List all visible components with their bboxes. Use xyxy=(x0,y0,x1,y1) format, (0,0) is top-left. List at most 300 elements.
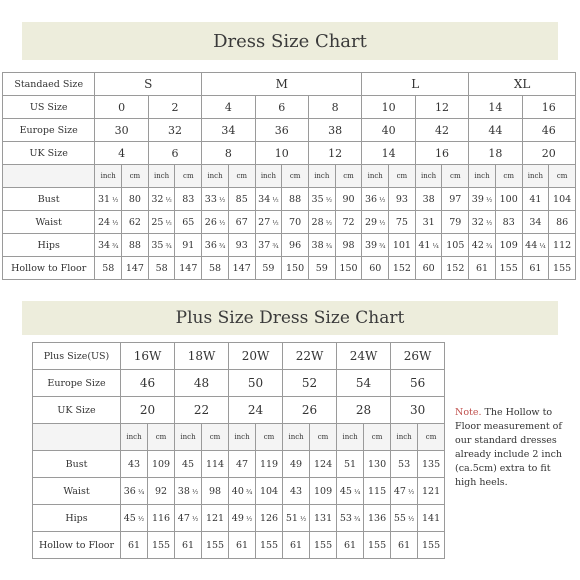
measurement-cell xyxy=(495,211,522,234)
measurement-cell xyxy=(391,505,418,532)
measurement-cell xyxy=(418,451,445,478)
measurement-fraction: ½ xyxy=(483,218,493,227)
size-value: 0 xyxy=(95,96,148,119)
measurement-fraction: ¾ xyxy=(243,487,253,496)
measurement-value: 83 xyxy=(182,193,195,205)
measurement-fraction: ½ xyxy=(216,195,226,204)
measurement-value: 155 xyxy=(368,539,387,551)
measurement-value: 109 xyxy=(499,239,518,251)
size-value: 52 xyxy=(283,370,337,397)
unit-cm: cm xyxy=(175,165,202,188)
measurement-cell xyxy=(202,505,229,532)
measurement-cell xyxy=(283,505,310,532)
size-value: 10 xyxy=(362,96,415,119)
measurement-value: 104 xyxy=(553,193,572,205)
measurement-cell xyxy=(522,257,549,280)
measurement-value: 38 xyxy=(311,239,324,251)
header-label: Standaed Size xyxy=(3,73,95,96)
measurement-value: 35 xyxy=(151,239,164,251)
measurement-fraction: ½ xyxy=(216,218,226,227)
measurement-value: 152 xyxy=(446,262,465,274)
measurement-cell xyxy=(469,234,496,257)
size-value: 26 xyxy=(283,397,337,424)
measurement-row xyxy=(33,505,445,532)
measurement-value: 29 xyxy=(365,216,378,228)
measurement-row xyxy=(33,478,445,505)
measurement-fraction: ½ xyxy=(189,514,199,523)
measurement-cell xyxy=(308,211,335,234)
measurement-value: 34 xyxy=(98,239,111,251)
unit-inch: inch xyxy=(255,165,282,188)
measurement-label: Hollow to Floor xyxy=(33,532,121,559)
measurement-value: 141 xyxy=(422,512,441,524)
measurement-cell xyxy=(282,188,309,211)
measurement-cell xyxy=(175,188,202,211)
measurement-cell xyxy=(255,257,282,280)
measurement-cell xyxy=(391,451,418,478)
measurement-cell xyxy=(228,257,255,280)
measurement-fraction: ½ xyxy=(405,487,415,496)
measurement-row xyxy=(3,234,576,257)
us-size-row xyxy=(3,96,576,119)
unit-cm: cm xyxy=(549,165,576,188)
measurement-cell xyxy=(495,257,522,280)
measurement-value: 90 xyxy=(342,193,355,205)
measurement-cell xyxy=(495,234,522,257)
measurement-cell xyxy=(364,451,391,478)
size-value: 18 xyxy=(469,142,522,165)
measurement-value: 43 xyxy=(290,485,303,497)
measurement-cell xyxy=(522,188,549,211)
measurement-cell xyxy=(389,188,416,211)
europe-size-row xyxy=(33,370,445,397)
measurement-cell xyxy=(362,257,389,280)
measurement-value: 121 xyxy=(422,485,441,497)
dress-size-chart-banner xyxy=(22,22,558,60)
size-value: 46 xyxy=(121,370,175,397)
measurement-row xyxy=(3,257,576,280)
measurement-value: 28 xyxy=(311,216,324,228)
measurement-value: 121 xyxy=(205,512,225,524)
unit-inch: inch xyxy=(362,165,389,188)
unit-inch: inch xyxy=(283,424,310,451)
measurement-cell xyxy=(202,257,229,280)
measurement-value: 35 xyxy=(311,193,324,205)
unit-inch: inch xyxy=(522,165,549,188)
measurement-value: 49 xyxy=(231,512,244,524)
size-value: 16 xyxy=(522,96,575,119)
measurement-cell xyxy=(282,211,309,234)
measurement-cell xyxy=(442,188,469,211)
size-value: 10 xyxy=(255,142,308,165)
measurement-cell xyxy=(442,234,469,257)
measurement-fraction: ½ xyxy=(135,514,145,523)
measurement-value: 155 xyxy=(151,539,171,551)
unit-inch: inch xyxy=(415,165,442,188)
measurement-value: 65 xyxy=(182,216,195,228)
size-22w: 22W xyxy=(283,343,337,370)
unit-inch: inch xyxy=(229,424,256,451)
measurement-label: Hips xyxy=(33,505,121,532)
size-value: 56 xyxy=(391,370,445,397)
measurement-value: 38 xyxy=(422,193,435,205)
measurement-fraction: ¼ xyxy=(351,487,361,496)
measurement-row xyxy=(3,211,576,234)
measurement-cell xyxy=(310,478,337,505)
measurement-value: 45 xyxy=(339,485,352,497)
size-value: 34 xyxy=(202,119,255,142)
measurement-cell xyxy=(256,478,283,505)
measurement-cell xyxy=(202,532,229,559)
measurement-cell xyxy=(148,451,175,478)
measurement-cell xyxy=(389,257,416,280)
unit-inch: inch xyxy=(202,165,229,188)
measurement-cell xyxy=(121,478,148,505)
size-value: 14 xyxy=(469,96,522,119)
note-label: Note. xyxy=(455,407,482,418)
measurement-fraction: ½ xyxy=(297,514,307,523)
measurement-value: 59 xyxy=(315,262,328,274)
size-value: 36 xyxy=(255,119,308,142)
unit-cm: cm xyxy=(202,424,229,451)
measurement-cell xyxy=(391,532,418,559)
size-value: 54 xyxy=(337,370,391,397)
measurement-value: 79 xyxy=(449,216,462,228)
measurement-cell xyxy=(148,532,175,559)
measurement-value: 47 xyxy=(235,458,249,470)
measurement-value: 41 xyxy=(418,239,431,251)
measurement-fraction: ½ xyxy=(323,195,333,204)
measurement-cell xyxy=(282,257,309,280)
measurement-row xyxy=(3,188,576,211)
size-value: 44 xyxy=(469,119,522,142)
size-value: 16 xyxy=(415,142,468,165)
measurement-cell xyxy=(283,478,310,505)
measurement-fraction: ½ xyxy=(163,218,172,227)
size-value: 28 xyxy=(337,397,391,424)
measurement-value: 58 xyxy=(102,262,115,274)
measurement-cell xyxy=(335,257,362,280)
measurement-cell xyxy=(148,234,175,257)
unit-cm: cm xyxy=(389,165,416,188)
plus-size-header-row xyxy=(33,343,445,370)
unit-cm: cm xyxy=(418,424,445,451)
size-value: 24 xyxy=(229,397,283,424)
measurement-cell xyxy=(229,478,256,505)
measurement-value: 98 xyxy=(342,239,355,251)
unit-cm: cm xyxy=(495,165,522,188)
measurement-value: 147 xyxy=(179,262,198,274)
europe-size-row xyxy=(3,119,576,142)
measurement-value: 51 xyxy=(285,512,298,524)
measurement-value: 24 xyxy=(98,216,111,228)
measurement-value: 55 xyxy=(393,512,406,524)
measurement-value: 38 xyxy=(177,485,190,497)
row-label: US Size xyxy=(3,96,95,119)
uk-size-row xyxy=(33,397,445,424)
measurement-value: 93 xyxy=(395,193,408,205)
measurement-cell xyxy=(442,257,469,280)
measurement-fraction: ½ xyxy=(270,218,279,227)
unit-cm: cm xyxy=(122,165,149,188)
measurement-fraction: ½ xyxy=(243,514,253,523)
measurement-value: 59 xyxy=(262,262,275,274)
measurement-cell xyxy=(418,532,445,559)
measurement-cell xyxy=(364,532,391,559)
size-26w: 26W xyxy=(391,343,445,370)
measurement-cell xyxy=(415,234,442,257)
measurement-value: 105 xyxy=(446,239,465,251)
measurement-cell xyxy=(283,451,310,478)
measurement-value: 49 xyxy=(290,458,303,470)
measurement-value: 116 xyxy=(151,512,171,524)
measurement-cell xyxy=(175,234,202,257)
measurement-value: 147 xyxy=(125,262,144,274)
measurement-value: 150 xyxy=(339,262,358,274)
measurement-cell xyxy=(389,211,416,234)
measurement-cell xyxy=(362,211,389,234)
measurement-cell xyxy=(335,211,362,234)
measurement-value: 80 xyxy=(128,193,141,205)
measurement-cell xyxy=(282,234,309,257)
measurement-cell xyxy=(418,478,445,505)
measurement-value: 124 xyxy=(313,458,333,470)
measurement-fraction: ¾ xyxy=(323,241,333,250)
size-value: 2 xyxy=(148,96,201,119)
measurement-cell xyxy=(335,188,362,211)
unit-cm: cm xyxy=(310,424,337,451)
measurement-value: 61 xyxy=(127,539,141,551)
measurement-fraction: ¾ xyxy=(377,241,386,250)
measurement-fraction: ¾ xyxy=(483,241,493,250)
measurement-value: 31 xyxy=(98,193,111,205)
measurement-value: 109 xyxy=(313,485,333,497)
measurement-value: 47 xyxy=(177,512,190,524)
measurement-fraction: ½ xyxy=(377,218,386,227)
unit-inch: inch xyxy=(175,424,202,451)
measurement-value: 36 xyxy=(365,193,378,205)
measurement-value: 27 xyxy=(258,216,271,228)
measurement-cell xyxy=(121,451,148,478)
measurement-cell xyxy=(122,188,149,211)
size-value: 14 xyxy=(362,142,415,165)
measurement-value: 61 xyxy=(475,262,489,274)
measurement-cell xyxy=(122,211,149,234)
measurement-value: 155 xyxy=(499,262,518,274)
measurement-fraction: ¾ xyxy=(163,241,172,250)
measurement-cell xyxy=(337,505,364,532)
unit-label-blank xyxy=(33,424,121,451)
measurement-cell xyxy=(418,505,445,532)
size-value: 30 xyxy=(95,119,148,142)
dress-size-chart-title: Dress Size Chart xyxy=(213,30,367,52)
measurement-cell xyxy=(308,234,335,257)
measurement-cell xyxy=(391,478,418,505)
measurement-cell xyxy=(121,532,148,559)
measurement-fraction: ¾ xyxy=(216,241,226,250)
size-value: 8 xyxy=(202,142,255,165)
measurement-cell xyxy=(202,478,229,505)
uk-size-row xyxy=(3,142,576,165)
measurement-cell xyxy=(229,532,256,559)
measurement-cell xyxy=(202,234,229,257)
size-24w: 24W xyxy=(337,343,391,370)
measurement-value: 41 xyxy=(529,193,542,205)
measurement-value: 61 xyxy=(235,539,249,551)
measurement-value: 88 xyxy=(289,193,302,205)
unit-inch: inch xyxy=(391,424,418,451)
measurement-cell xyxy=(175,505,202,532)
measurement-cell xyxy=(255,211,282,234)
unit-cm: cm xyxy=(335,165,362,188)
measurement-cell xyxy=(175,211,202,234)
measurement-cell xyxy=(256,505,283,532)
measurement-fraction: ½ xyxy=(377,195,386,204)
measurement-cell xyxy=(549,234,576,257)
measurement-value: 51 xyxy=(344,458,357,470)
size-value: 40 xyxy=(362,119,415,142)
header-label: Plus Size(US) xyxy=(33,343,121,370)
measurement-cell xyxy=(469,188,496,211)
measurement-cell xyxy=(364,478,391,505)
measurement-value: 85 xyxy=(235,193,248,205)
size-value: 30 xyxy=(391,397,445,424)
measurement-cell xyxy=(335,234,362,257)
measurement-value: 104 xyxy=(259,485,279,497)
measurement-value: 37 xyxy=(258,239,271,251)
size-value: 50 xyxy=(229,370,283,397)
measurement-value: 58 xyxy=(155,262,168,274)
size-16w: 16W xyxy=(121,343,175,370)
measurement-value: 83 xyxy=(502,216,515,228)
measurement-value: 72 xyxy=(342,216,355,228)
measurement-cell xyxy=(549,188,576,211)
measurement-fraction: ½ xyxy=(189,487,199,496)
measurement-value: 36 xyxy=(204,239,217,251)
measurement-cell xyxy=(148,211,175,234)
measurement-fraction: ½ xyxy=(163,195,172,204)
measurement-value: 45 xyxy=(181,458,195,470)
measurement-cell xyxy=(202,451,229,478)
unit-label-blank xyxy=(3,165,95,188)
measurement-cell xyxy=(95,257,122,280)
measurement-fraction: ¼ xyxy=(430,241,439,250)
measurement-value: 34 xyxy=(529,216,542,228)
size-s: S xyxy=(95,73,202,96)
unit-cm: cm xyxy=(228,165,255,188)
measurement-cell xyxy=(495,188,522,211)
measurement-cell xyxy=(389,234,416,257)
measurement-value: 96 xyxy=(289,239,302,251)
size-value: 4 xyxy=(202,96,255,119)
measurement-cell xyxy=(95,234,122,257)
measurement-cell xyxy=(95,188,122,211)
measurement-value: 61 xyxy=(290,539,303,551)
unit-inch: inch xyxy=(121,424,148,451)
measurement-cell xyxy=(175,451,202,478)
measurement-value: 136 xyxy=(368,512,387,524)
size-value: 4 xyxy=(95,142,148,165)
measurement-cell xyxy=(202,211,229,234)
measurement-value: 58 xyxy=(208,262,222,274)
unit-cm: cm xyxy=(256,424,283,451)
measurement-value: 91 xyxy=(182,239,195,251)
measurement-value: 34 xyxy=(258,193,271,205)
size-value: 12 xyxy=(308,142,361,165)
size-m: M xyxy=(202,73,362,96)
measurement-value: 47 xyxy=(393,485,406,497)
measurement-cell xyxy=(228,234,255,257)
measurement-value: 109 xyxy=(151,458,171,470)
measurement-value: 61 xyxy=(529,262,542,274)
measurement-fraction: ½ xyxy=(270,195,279,204)
measurement-cell xyxy=(256,451,283,478)
size-l: L xyxy=(362,73,469,96)
measurement-label: Hollow to Floor xyxy=(3,257,95,280)
measurement-value: 101 xyxy=(392,239,411,251)
measurement-value: 126 xyxy=(259,512,279,524)
measurement-cell xyxy=(364,505,391,532)
measurement-label: Bust xyxy=(3,188,95,211)
measurement-value: 155 xyxy=(553,262,572,274)
measurement-fraction: ½ xyxy=(110,218,119,227)
measurement-label: Hips xyxy=(3,234,95,257)
measurement-fraction: ¼ xyxy=(135,487,145,496)
measurement-cell xyxy=(415,188,442,211)
measurement-cell xyxy=(121,505,148,532)
standard-size-table xyxy=(2,72,576,280)
measurement-cell xyxy=(148,257,175,280)
row-label: UK Size xyxy=(33,397,121,424)
measurement-value: 155 xyxy=(259,539,279,551)
measurement-value: 45 xyxy=(123,512,136,524)
measurement-value: 100 xyxy=(499,193,518,205)
size-20w: 20W xyxy=(229,343,283,370)
measurement-cell xyxy=(337,451,364,478)
unit-cm: cm xyxy=(282,165,309,188)
measurement-value: 53 xyxy=(339,512,352,524)
measurement-cell xyxy=(175,532,202,559)
size-value: 32 xyxy=(148,119,201,142)
measurement-value: 150 xyxy=(286,262,305,274)
unit-cm: cm xyxy=(364,424,391,451)
measurement-cell xyxy=(337,478,364,505)
measurement-cell xyxy=(255,188,282,211)
measurement-cell xyxy=(202,188,229,211)
measurement-fraction: ½ xyxy=(405,514,415,523)
plus-size-chart-banner xyxy=(22,301,558,335)
measurement-value: 60 xyxy=(369,262,382,274)
size-value: 20 xyxy=(522,142,575,165)
size-value: 12 xyxy=(415,96,468,119)
size-value: 6 xyxy=(148,142,201,165)
size-value: 8 xyxy=(308,96,361,119)
measurement-value: 42 xyxy=(471,239,484,251)
unit-inch: inch xyxy=(95,165,122,188)
measurement-cell xyxy=(549,211,576,234)
measurement-cell xyxy=(469,257,496,280)
plus-size-chart-title: Plus Size Dress Size Chart xyxy=(175,308,405,328)
unit-row xyxy=(3,165,576,188)
measurement-cell xyxy=(308,188,335,211)
measurement-cell xyxy=(255,234,282,257)
measurement-label: Bust xyxy=(33,451,121,478)
measurement-cell xyxy=(283,532,310,559)
measurement-cell xyxy=(442,211,469,234)
measurement-value: 67 xyxy=(235,216,248,228)
measurement-cell xyxy=(310,451,337,478)
size-value: 38 xyxy=(308,119,361,142)
